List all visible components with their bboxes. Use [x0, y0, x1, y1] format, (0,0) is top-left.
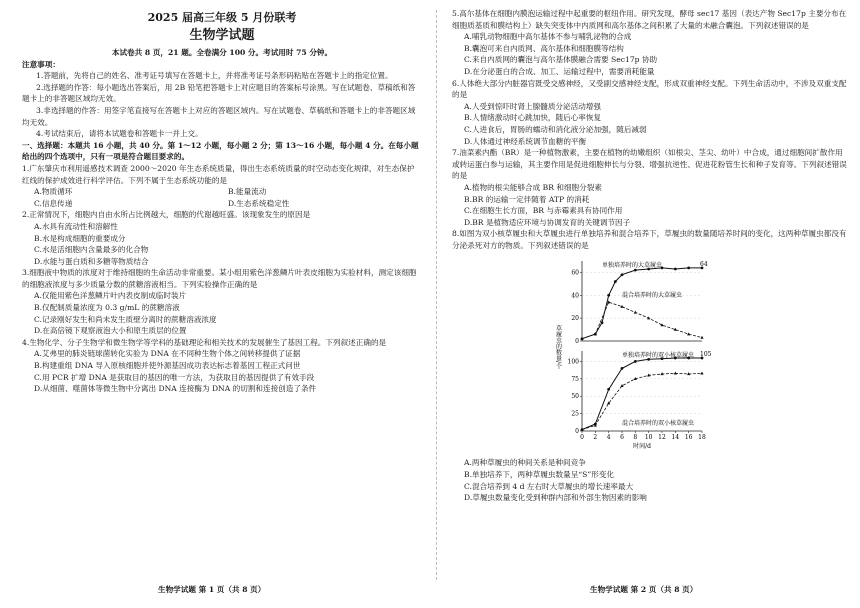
- series-line: [582, 303, 702, 340]
- y-tick-label: 100: [567, 358, 579, 366]
- notes-heading: 注意事项：: [22, 59, 60, 69]
- answer-option: D.在高倍镜下观察液泡大小和原生质层的位置: [34, 326, 187, 336]
- data-point: [634, 361, 637, 364]
- answer-option: D.草履虫数量变化受到种群内部和外部生物因素的影响: [464, 493, 647, 503]
- y-tick-label: 25: [571, 411, 579, 419]
- answer-option: D.水能与蛋白质和多糖等物质结合: [34, 256, 149, 266]
- question-stem: 8.如图为双小核草履虫和大草履虫进行单独培养和混合培养下，草履虫的数量随培养时间的变化，这两种草履虫都没有分泌杀死对方的物质。下列叙述错误的是: [452, 229, 847, 250]
- y-axis-label: 草履虫的数量/个: [554, 325, 562, 370]
- exam-title: 2025 届高三年级 5 月份联考: [147, 11, 297, 24]
- section-heading: 一、选择题：本题共 16 小题，共 40 分。第 1～12 小题，每小题 2 分；第 13～16 小题，每小题 4 分。在每小题给出的四个选项中，只有一项是符合题目要求的。: [22, 140, 419, 162]
- question-stem: 3.细胞液中物质的浓度对于维持细胞的生命活动非常重要。某小组用紫色洋葱鳞片叶表皮细胞为实验材料，测定该细胞的细胞液浓度与多少质量分数的蔗糖溶液相当。下列实验操作正确的是: [22, 268, 417, 289]
- y-tick-label: 0: [575, 338, 579, 346]
- x-tick-label: 12: [658, 434, 666, 442]
- y-tick-label: 20: [571, 315, 579, 323]
- data-point: [607, 388, 610, 391]
- answer-option: D.生态系统稳定性: [228, 198, 290, 208]
- y-tick-label: 40: [571, 292, 579, 300]
- data-point: [700, 336, 703, 339]
- answer-option: C.记录刚好发生和尚未发生质壁分离时的蔗糖溶液浓度: [34, 314, 217, 324]
- left-page: [22, 8, 422, 395]
- question-stem: 4.生物化学、分子生物学和微生物学等学科的基础理论和相关技术的发展催生了基因工程。下列叙述正确的是: [22, 337, 387, 347]
- series-label: 混合培养时的双小核草履虫: [622, 420, 695, 428]
- x-tick-label: 18: [698, 434, 706, 442]
- answer-option: C.用 PCR 扩增 DNA 是获取目的基因的唯一方法，为获取目的基因提供了有效手段: [34, 372, 315, 382]
- y-tick-label: 0: [575, 428, 579, 436]
- data-point: [620, 384, 623, 387]
- answer-option: A.两种草履虫的种间关系是种间竞争: [464, 458, 586, 468]
- answer-option: A.艾弗里的肺炎链球菌转化实验为 DNA 在不同种生物个体之间转移提供了证据: [34, 349, 301, 359]
- question-stem: 5.高尔基体在细胞内膜泡运输过程中起重要的枢纽作用。研究发现，酵母 sec17 基因（表达产物 Sec17p 主要分布在细胞质基质和膜结构上）缺失突变体中内质网和高尔基体之间积累了大量的未融合囊泡。下列叙述错误的是: [452, 9, 847, 30]
- subject-title: 生物学试题: [189, 28, 255, 43]
- x-tick-label: 14: [671, 434, 680, 442]
- note-item: 4.考试结束后，请将本试题卷和答题卡一并上交。: [36, 129, 203, 139]
- series-line: [582, 358, 702, 430]
- chart-svg: [552, 255, 712, 455]
- answer-option: A.哺乳动物细胞中高尔基体不参与哺乳泌物的合成: [464, 32, 632, 42]
- y-tick-label: 60: [571, 269, 579, 277]
- data-point: [601, 322, 604, 325]
- data-point: [634, 311, 637, 314]
- answer-option: D.从细菌、噬菌体等微生物中分离出 DNA 连接酶为 DNA 的切割和连接创造了条件: [34, 384, 317, 394]
- note-item: 1.答题前，先将自己的姓名、准考证号填写在答题卡上，并将准考证号条形码粘贴在答题卡上的指定位置。: [36, 71, 393, 81]
- note-item: 3.非选择题的作答：用签字笔直接写在答题卡上对应的答题区域内。写在试题卷、草稿纸和答题卡上的非答题区域均无效。: [22, 105, 416, 127]
- answer-option: D.在分泌蛋白的合成、加工、运输过程中，需要消耗能量: [464, 66, 655, 76]
- data-point: [674, 268, 677, 271]
- answer-option: C.混合培养到 4 d 左右时大草履虫的增长速率最大: [464, 481, 634, 491]
- series-label: 混合培养时的大草履虫: [622, 292, 683, 300]
- question-stem: 7.油菜素内酯（BR）是一种植物激素，主要在植物的幼嫩组织（如根尖、茎尖、幼叶）中合成，通过细胞间扩散作用或转运蛋白参与运输，其主要作用是促进细胞伸长与分裂、增强抗逆性、促进花粉管生长和种子发育等。下列叙述错误的是: [452, 148, 847, 181]
- question-list: [22, 163, 422, 395]
- answer-option: A.物质循环: [34, 187, 73, 197]
- x-tick-label: 6: [620, 434, 624, 442]
- series-line: [582, 268, 702, 339]
- series-label: 单独培养时的双小核草履虫: [622, 352, 695, 360]
- x-tick-label: 2: [593, 434, 598, 442]
- data-point: [621, 274, 624, 277]
- answer-option: C.信息传递: [34, 198, 73, 208]
- answer-option: C.水是活细胞内含量最多的化合物: [34, 245, 149, 255]
- data-point: [620, 305, 623, 308]
- x-tick-label: 0: [580, 434, 584, 442]
- x-axis-label: 时间/d: [633, 443, 651, 451]
- question-list: [452, 8, 850, 504]
- answer-option: A.人受到惊吓时肾上腺髓质分泌活动增强: [464, 101, 601, 111]
- question-stem: 2.正常情况下，细胞内自由水所占比例越大，细胞的代谢越旺盛。该现象发生的原因是: [22, 210, 311, 220]
- page-footer: 生物学试题 第 2 页（共 8 页）: [590, 585, 698, 594]
- data-point: [687, 333, 690, 336]
- answer-option: B.人情绪激动时心跳加快，随后心率恢复: [464, 113, 602, 123]
- y-tick-label: 50: [571, 393, 579, 401]
- question-stem: 6.人体绝大部分内脏器官既受交感神经，又受副交感神经支配，形成双重神经支配。下列生命活动中，不涉及双重支配的是: [452, 78, 847, 100]
- exam-meta: 本试卷共 8 页，21 题。全卷满分 100 分。考试用时 75 分钟。: [111, 48, 333, 57]
- x-tick-label: 10: [644, 434, 653, 442]
- end-value-label: 105: [700, 351, 712, 359]
- answer-option: B.囊泡可来自内质网、高尔基体和细胞膜等结构: [464, 43, 624, 53]
- option-row: [22, 186, 422, 198]
- answer-option: B.单独培养下，两种草履虫数量呈“S”形变化: [464, 470, 615, 480]
- page-footer: 生物学试题 第 1 页（共 8 页）: [158, 585, 266, 594]
- answer-option: B.能量流动: [228, 187, 267, 197]
- answer-option: C.来自内质网的囊泡与高尔基体膜融合需要 Sec17p 协助: [464, 55, 658, 65]
- answer-option: A.水具有流动性和溶解性: [34, 221, 118, 231]
- right-page: [452, 8, 850, 504]
- data-point: [614, 281, 617, 284]
- answer-option: B.BR 的运输一定伴随着 ATP 的消耗: [464, 194, 590, 204]
- answer-option: A.植物的根尖能够合成 BR 和细胞分裂素: [464, 182, 602, 192]
- question-stem: 1.广东肇庆市利用遥感技术调查 2000～2020 年生态系统质量，得出生态系统质量的时空动态变化规律，对生态保护红线的保护成效进行科学评估。下列不属于生态系统功能的是: [22, 163, 415, 185]
- x-tick-label: 8: [633, 434, 638, 442]
- population-chart: [552, 255, 712, 455]
- answer-option: A.仅能用紫色洋葱鳞片叶内表皮制成临时装片: [34, 291, 187, 301]
- data-point: [634, 269, 637, 272]
- note-item: 2.选择题的作答：每小题选出答案后，用 2B 铅笔把答题卡上对应题目的答案标号涂黑。写在试题卷、草稿纸和答题卡上的非答题区域均无效。: [22, 82, 416, 104]
- answer-option: C.在细胞生长方面，BR 与赤霉素具有协同作用: [464, 206, 623, 216]
- answer-option: C.人进食后，胃肠的蠕动和消化液分泌加强，随后减弱: [464, 124, 647, 134]
- x-tick-label: 4: [606, 434, 611, 442]
- series-label: 单独培养时的大草履虫: [602, 262, 663, 270]
- answer-option: B.构建重组 DNA 导入原核细胞并使外源基因成功表达标志着基因工程正式问世: [34, 361, 301, 371]
- page-divider: [436, 10, 437, 580]
- answer-option: D.BR 是植物适应环境与协调发育的关键调节因子: [464, 217, 631, 227]
- answer-option: D.人体通过神经系统调节血糖的平衡: [464, 136, 587, 146]
- answer-option: B.仅配制质量浓度为 0.3 g/mL 的蔗糖溶液: [34, 303, 180, 313]
- data-point: [700, 372, 703, 375]
- end-value-label: 64: [700, 261, 708, 269]
- option-row: [22, 198, 422, 210]
- answer-option: B.水是构成细胞的重要成分: [34, 233, 126, 243]
- x-tick-label: 16: [684, 434, 693, 442]
- data-point: [621, 367, 624, 370]
- data-point: [687, 267, 690, 270]
- y-tick-label: 75: [571, 376, 579, 384]
- data-point: [607, 294, 610, 297]
